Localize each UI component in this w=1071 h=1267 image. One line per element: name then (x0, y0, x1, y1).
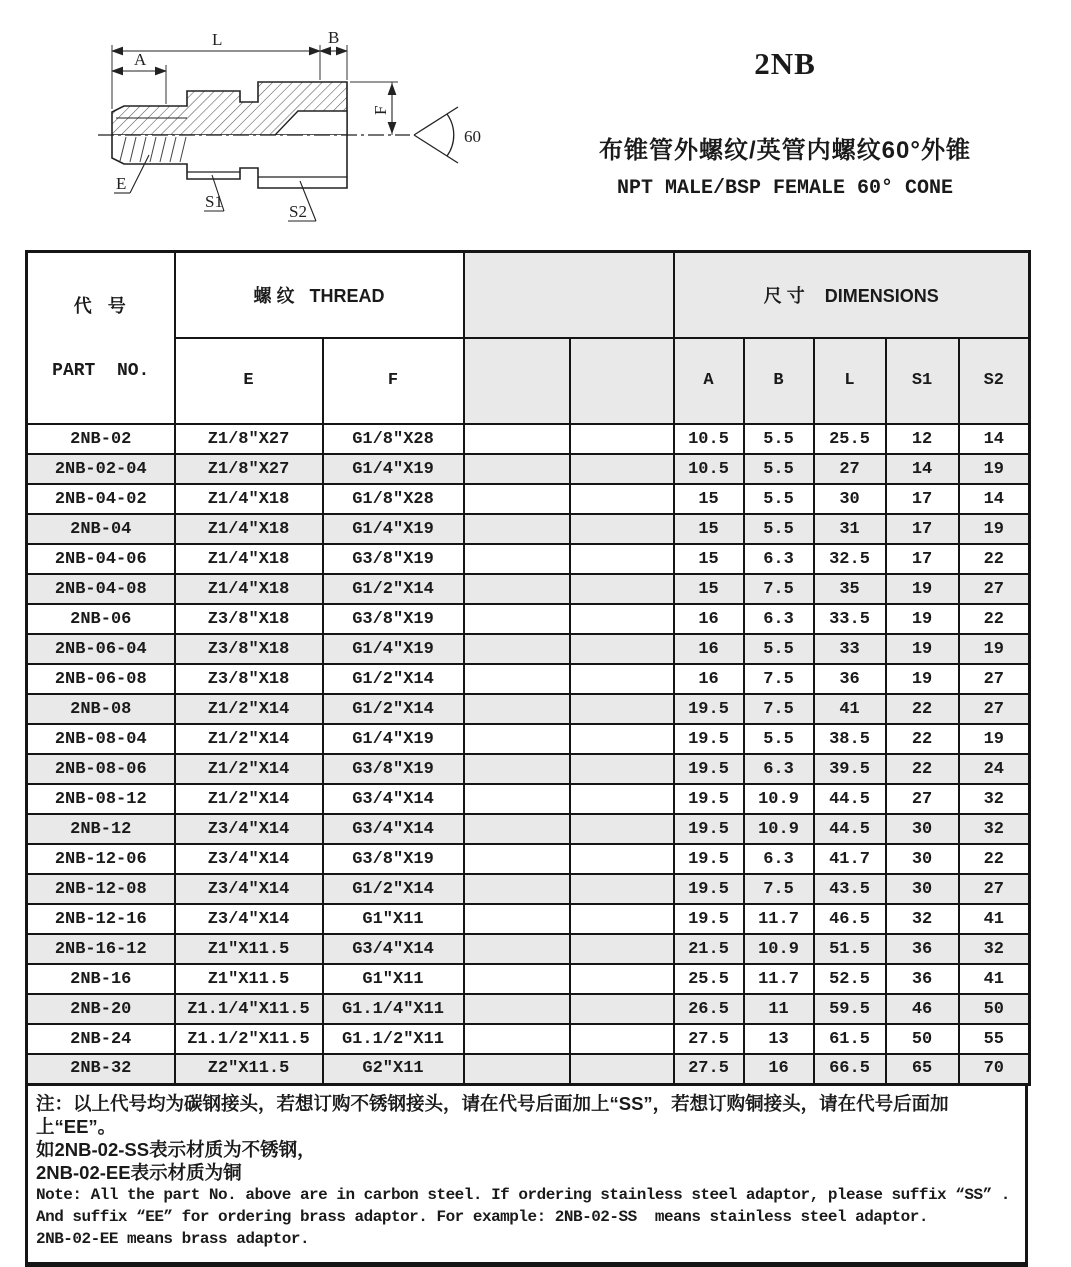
cell-blank2 (570, 874, 674, 904)
cell-l: 41.7 (814, 844, 886, 874)
cell-part: 2NB-24 (27, 1024, 175, 1054)
cell-e: Z1/2″X14 (175, 784, 323, 814)
header-col-e: E (175, 338, 323, 424)
dim-label-E: E (116, 174, 127, 193)
cell-s2: 32 (959, 814, 1030, 844)
cell-e: Z1/4″X18 (175, 514, 323, 544)
cell-l: 51.5 (814, 934, 886, 964)
cell-a: 10.5 (674, 454, 744, 484)
cell-b: 10.9 (744, 814, 814, 844)
cell-a: 15 (674, 544, 744, 574)
cell-blank2 (570, 904, 674, 934)
cell-f: G1/8″X28 (323, 484, 464, 514)
cell-blank1 (464, 424, 570, 454)
cell-blank2 (570, 664, 674, 694)
cell-f: G1/2″X14 (323, 874, 464, 904)
cell-part: 2NB-32 (27, 1054, 175, 1084)
cell-part: 2NB-16 (27, 964, 175, 994)
cell-part: 2NB-04-06 (27, 544, 175, 574)
cell-a: 27.5 (674, 1024, 744, 1054)
cell-b: 5.5 (744, 484, 814, 514)
cell-s1: 46 (886, 994, 959, 1024)
cell-a: 19.5 (674, 814, 744, 844)
note-cn-line1: 注：以上代号均为碳钢接头，若想订购不锈钢接头，请在代号后面加上“SS”，若想订购铜接头，请在代号后面加上“EE”。 (36, 1092, 949, 1137)
cell-blank2 (570, 514, 674, 544)
cell-f: G1/4″X19 (323, 454, 464, 484)
cell-s1: 50 (886, 1024, 959, 1054)
cell-s1: 36 (886, 934, 959, 964)
cell-blank2 (570, 1054, 674, 1084)
product-title-english: NPT MALE/BSP FEMALE 60° CONE (616, 177, 954, 200)
cell-part: 2NB-06-08 (27, 664, 175, 694)
cell-blank1 (464, 484, 570, 514)
table-row (27, 904, 1030, 934)
cell-b: 7.5 (744, 664, 814, 694)
cell-blank2 (570, 994, 674, 1024)
cell-b: 7.5 (744, 874, 814, 904)
table-row (27, 694, 1030, 724)
cell-l: 43.5 (814, 874, 886, 904)
cell-l: 66.5 (814, 1054, 886, 1084)
cell-s1: 17 (886, 544, 959, 574)
cell-s1: 19 (886, 604, 959, 634)
cell-part: 2NB-12 (27, 814, 175, 844)
cell-f: G3/4″X14 (323, 934, 464, 964)
cell-s2: 50 (959, 994, 1030, 1024)
cell-blank2 (570, 544, 674, 574)
note-en-line1: Note: All the part No. above are in carbon steel. If ordering stainless steel adaptor, please suffix “SS” . (36, 1185, 1010, 1204)
header-col-b: B (744, 338, 814, 424)
header-part-no-cn: 代 号 (73, 296, 128, 316)
cell-l: 61.5 (814, 1024, 886, 1054)
table-row (27, 1024, 1030, 1054)
cell-e: Z1/4″X18 (175, 484, 323, 514)
cell-e: Z3/8″X18 (175, 634, 323, 664)
cell-s2: 19 (959, 724, 1030, 754)
cell-l: 52.5 (814, 964, 886, 994)
cell-l: 36 (814, 664, 886, 694)
cell-blank1 (464, 934, 570, 964)
cell-s1: 27 (886, 784, 959, 814)
cell-s2: 32 (959, 784, 1030, 814)
cell-s1: 30 (886, 874, 959, 904)
dim-label-A: A (134, 50, 147, 69)
dimension-table (25, 250, 1031, 1086)
cell-blank1 (464, 994, 570, 1024)
cell-part: 2NB-02 (27, 424, 175, 454)
cell-blank1 (464, 814, 570, 844)
dim-label-B: B (328, 28, 340, 47)
cell-blank1 (464, 544, 570, 574)
cell-s1: 32 (886, 904, 959, 934)
cell-blank1 (464, 574, 570, 604)
cell-l: 31 (814, 514, 886, 544)
cell-f: G1/2″X14 (323, 574, 464, 604)
header-col-l: L (814, 338, 886, 424)
table-row (27, 484, 1030, 514)
product-title-chinese: 布锥管外螺纹/英管内螺纹60°外锥 (599, 137, 971, 164)
cell-s1: 19 (886, 574, 959, 604)
cell-f: G1/4″X19 (323, 634, 464, 664)
cell-e: Z1/2″X14 (175, 754, 323, 784)
cell-s1: 30 (886, 844, 959, 874)
cell-f: G1/8″X28 (323, 424, 464, 454)
header-part-no-en: PART NO. (52, 361, 150, 381)
table-row (27, 814, 1030, 844)
cell-s2: 27 (959, 694, 1030, 724)
cell-a: 16 (674, 634, 744, 664)
cell-s1: 17 (886, 484, 959, 514)
cell-s1: 22 (886, 694, 959, 724)
cell-blank1 (464, 964, 570, 994)
cell-blank2 (570, 754, 674, 784)
cell-blank1 (464, 514, 570, 544)
table-row (27, 874, 1030, 904)
cell-e: Z1/4″X18 (175, 544, 323, 574)
cell-blank1 (464, 904, 570, 934)
model-title: 2NB (754, 46, 816, 81)
dim-label-F: F (371, 105, 390, 115)
header-part-no (27, 252, 175, 425)
cell-a: 10.5 (674, 424, 744, 454)
cell-l: 32.5 (814, 544, 886, 574)
cell-part: 2NB-04-02 (27, 484, 175, 514)
cell-a: 19.5 (674, 874, 744, 904)
cell-e: Z1/2″X14 (175, 694, 323, 724)
cell-blank1 (464, 1054, 570, 1084)
cell-s2: 14 (959, 484, 1030, 514)
cell-part: 2NB-08 (27, 694, 175, 724)
header-blank-group (464, 252, 674, 338)
cell-part: 2NB-12-16 (27, 904, 175, 934)
table-row (27, 754, 1030, 784)
cell-b: 6.3 (744, 544, 814, 574)
cell-l: 39.5 (814, 754, 886, 784)
cell-s1: 30 (886, 814, 959, 844)
cell-blank2 (570, 454, 674, 484)
cell-a: 27.5 (674, 1054, 744, 1084)
cell-s2: 22 (959, 604, 1030, 634)
cell-l: 33 (814, 634, 886, 664)
header-col-s1: S1 (886, 338, 959, 424)
cell-s2: 19 (959, 634, 1030, 664)
cell-s1: 17 (886, 514, 959, 544)
cell-a: 25.5 (674, 964, 744, 994)
cell-blank2 (570, 844, 674, 874)
table-row (27, 724, 1030, 754)
table-row (27, 664, 1030, 694)
cell-blank1 (464, 604, 570, 634)
cell-l: 59.5 (814, 994, 886, 1024)
cell-s1: 19 (886, 664, 959, 694)
cell-b: 6.3 (744, 604, 814, 634)
cell-e: Z1/2″X14 (175, 724, 323, 754)
cell-s1: 22 (886, 754, 959, 784)
cell-s1: 12 (886, 424, 959, 454)
cell-part: 2NB-04-08 (27, 574, 175, 604)
fitting-technical-drawing (92, 25, 562, 240)
cell-b: 6.3 (744, 754, 814, 784)
cell-blank1 (464, 454, 570, 484)
dim-label-S2: S2 (289, 202, 307, 221)
cell-part: 2NB-06-04 (27, 634, 175, 664)
cell-a: 16 (674, 604, 744, 634)
cell-f: G3/8″X19 (323, 754, 464, 784)
cell-a: 15 (674, 484, 744, 514)
cell-b: 7.5 (744, 694, 814, 724)
cell-l: 41 (814, 694, 886, 724)
cell-blank2 (570, 484, 674, 514)
cell-s2: 19 (959, 514, 1030, 544)
cell-f: G1.1/2″X11 (323, 1024, 464, 1054)
cell-f: G1/4″X19 (323, 514, 464, 544)
dimension-table-section (25, 250, 1028, 1267)
dim-label-L: L (212, 30, 223, 49)
cell-l: 44.5 (814, 784, 886, 814)
cell-l: 35 (814, 574, 886, 604)
cell-l: 30 (814, 484, 886, 514)
cell-a: 15 (674, 574, 744, 604)
header-blank-1 (464, 338, 570, 424)
cell-blank1 (464, 1024, 570, 1054)
cell-b: 6.3 (744, 844, 814, 874)
cell-a: 26.5 (674, 994, 744, 1024)
cell-blank1 (464, 664, 570, 694)
cell-a: 19.5 (674, 904, 744, 934)
cell-s2: 22 (959, 844, 1030, 874)
table-row (27, 454, 1030, 484)
table-row (27, 544, 1030, 574)
cell-b: 11 (744, 994, 814, 1024)
cell-s2: 41 (959, 904, 1030, 934)
cell-blank2 (570, 724, 674, 754)
header-dimensions: 尺 寸 DIMENSIONS (674, 252, 1030, 338)
cell-blank1 (464, 754, 570, 784)
cell-e: Z2″X11.5 (175, 1054, 323, 1084)
table-row (27, 424, 1030, 454)
table-row (27, 514, 1030, 544)
cell-part: 2NB-16-12 (27, 934, 175, 964)
header-col-s2: S2 (959, 338, 1030, 424)
notes-box (25, 1086, 1028, 1267)
cell-f: G1/4″X19 (323, 724, 464, 754)
note-cn-line3: 2NB-02-EE表示材质为铜 (36, 1161, 242, 1183)
cell-e: Z1/8″X27 (175, 424, 323, 454)
cell-l: 33.5 (814, 604, 886, 634)
cell-part: 2NB-20 (27, 994, 175, 1024)
cell-blank2 (570, 1024, 674, 1054)
cell-blank2 (570, 784, 674, 814)
cell-s2: 27 (959, 874, 1030, 904)
cell-s2: 19 (959, 454, 1030, 484)
cell-s2: 27 (959, 574, 1030, 604)
cell-s1: 14 (886, 454, 959, 484)
cell-f: G1.1/4″X11 (323, 994, 464, 1024)
cell-f: G1/2″X14 (323, 694, 464, 724)
cell-blank1 (464, 784, 570, 814)
cell-f: G1″X11 (323, 904, 464, 934)
cell-s2: 41 (959, 964, 1030, 994)
cell-s2: 55 (959, 1024, 1030, 1054)
cell-part: 2NB-12-06 (27, 844, 175, 874)
cell-blank1 (464, 634, 570, 664)
cell-l: 27 (814, 454, 886, 484)
table-row (27, 634, 1030, 664)
cell-a: 19.5 (674, 784, 744, 814)
cell-e: Z3/4″X14 (175, 844, 323, 874)
cell-b: 10.9 (744, 934, 814, 964)
cell-b: 5.5 (744, 634, 814, 664)
cell-b: 13 (744, 1024, 814, 1054)
table-row (27, 1054, 1030, 1084)
cell-part: 2NB-12-08 (27, 874, 175, 904)
cell-f: G3/8″X19 (323, 844, 464, 874)
cell-b: 7.5 (744, 574, 814, 604)
table-row (27, 994, 1030, 1024)
cell-e: Z1″X11.5 (175, 964, 323, 994)
cell-f: G3/4″X14 (323, 814, 464, 844)
cell-part: 2NB-08-06 (27, 754, 175, 784)
header-col-f: F (323, 338, 464, 424)
cell-e: Z1/8″X27 (175, 454, 323, 484)
cell-f: G2″X11 (323, 1054, 464, 1084)
cell-part: 2NB-06 (27, 604, 175, 634)
cell-s1: 19 (886, 634, 959, 664)
cell-f: G3/8″X19 (323, 544, 464, 574)
cell-b: 5.5 (744, 724, 814, 754)
note-en-line2: And suffix “EE” for ordering brass adaptor. For example: 2NB-02-SS means stainless steel adaptor. (36, 1207, 928, 1226)
cell-b: 11.7 (744, 964, 814, 994)
cell-blank2 (570, 814, 674, 844)
cell-s1: 22 (886, 724, 959, 754)
cell-l: 44.5 (814, 814, 886, 844)
cell-blank2 (570, 424, 674, 454)
cell-f: G1″X11 (323, 964, 464, 994)
cell-blank1 (464, 844, 570, 874)
cell-blank2 (570, 604, 674, 634)
cell-e: Z1/4″X18 (175, 574, 323, 604)
cell-e: Z1.1/2″X11.5 (175, 1024, 323, 1054)
table-header (27, 252, 1030, 425)
table-row (27, 964, 1030, 994)
cell-part: 2NB-08-12 (27, 784, 175, 814)
cell-s2: 70 (959, 1054, 1030, 1084)
table-row (27, 844, 1030, 874)
cell-part: 2NB-02-04 (27, 454, 175, 484)
cell-b: 11.7 (744, 904, 814, 934)
cell-blank1 (464, 724, 570, 754)
cell-part: 2NB-04 (27, 514, 175, 544)
cell-e: Z3/4″X14 (175, 814, 323, 844)
table-row (27, 784, 1030, 814)
cell-l: 46.5 (814, 904, 886, 934)
cell-b: 16 (744, 1054, 814, 1084)
header-thread: 螺 纹 THREAD (175, 252, 464, 338)
cell-s1: 36 (886, 964, 959, 994)
cone-angle-symbol (414, 107, 458, 163)
cell-s2: 14 (959, 424, 1030, 454)
cell-e: Z3/4″X14 (175, 874, 323, 904)
cell-e: Z3/4″X14 (175, 904, 323, 934)
cell-s2: 27 (959, 664, 1030, 694)
cone-angle-value: 60 (464, 127, 481, 146)
cell-blank2 (570, 694, 674, 724)
cell-s2: 22 (959, 544, 1030, 574)
dim-label-S1: S1 (205, 192, 223, 211)
note-en-line3: 2NB-02-EE means brass adaptor. (36, 1229, 310, 1248)
cell-a: 15 (674, 514, 744, 544)
fitting-drawing-svg (92, 25, 562, 240)
header-col-a: A (674, 338, 744, 424)
table-body (27, 424, 1030, 1084)
cell-f: G3/8″X19 (323, 604, 464, 634)
cell-a: 19.5 (674, 724, 744, 754)
table-row (27, 934, 1030, 964)
cell-a: 19.5 (674, 844, 744, 874)
cell-a: 19.5 (674, 754, 744, 784)
cell-e: Z3/8″X18 (175, 664, 323, 694)
table-row (27, 604, 1030, 634)
cell-b: 5.5 (744, 454, 814, 484)
cell-blank2 (570, 634, 674, 664)
cell-b: 5.5 (744, 514, 814, 544)
cell-blank2 (570, 964, 674, 994)
cell-e: Z1.1/4″X11.5 (175, 994, 323, 1024)
cell-s2: 32 (959, 934, 1030, 964)
table-row (27, 574, 1030, 604)
header-blank-2 (570, 338, 674, 424)
note-cn-line2: 如2NB-02-SS表示材质为不锈钢， (36, 1138, 316, 1160)
cell-s2: 24 (959, 754, 1030, 784)
cell-blank2 (570, 574, 674, 604)
cell-s1: 65 (886, 1054, 959, 1084)
body-outline-lower (112, 135, 347, 188)
cell-b: 5.5 (744, 424, 814, 454)
cell-a: 19.5 (674, 694, 744, 724)
cell-blank1 (464, 694, 570, 724)
cell-blank2 (570, 934, 674, 964)
cell-a: 16 (674, 664, 744, 694)
cell-l: 38.5 (814, 724, 886, 754)
cell-a: 21.5 (674, 934, 744, 964)
cell-f: G3/4″X14 (323, 784, 464, 814)
cell-f: G1/2″X14 (323, 664, 464, 694)
cell-l: 25.5 (814, 424, 886, 454)
cell-b: 10.9 (744, 784, 814, 814)
cell-blank1 (464, 874, 570, 904)
cell-e: Z3/8″X18 (175, 604, 323, 634)
cell-e: Z1″X11.5 (175, 934, 323, 964)
cell-part: 2NB-08-04 (27, 724, 175, 754)
